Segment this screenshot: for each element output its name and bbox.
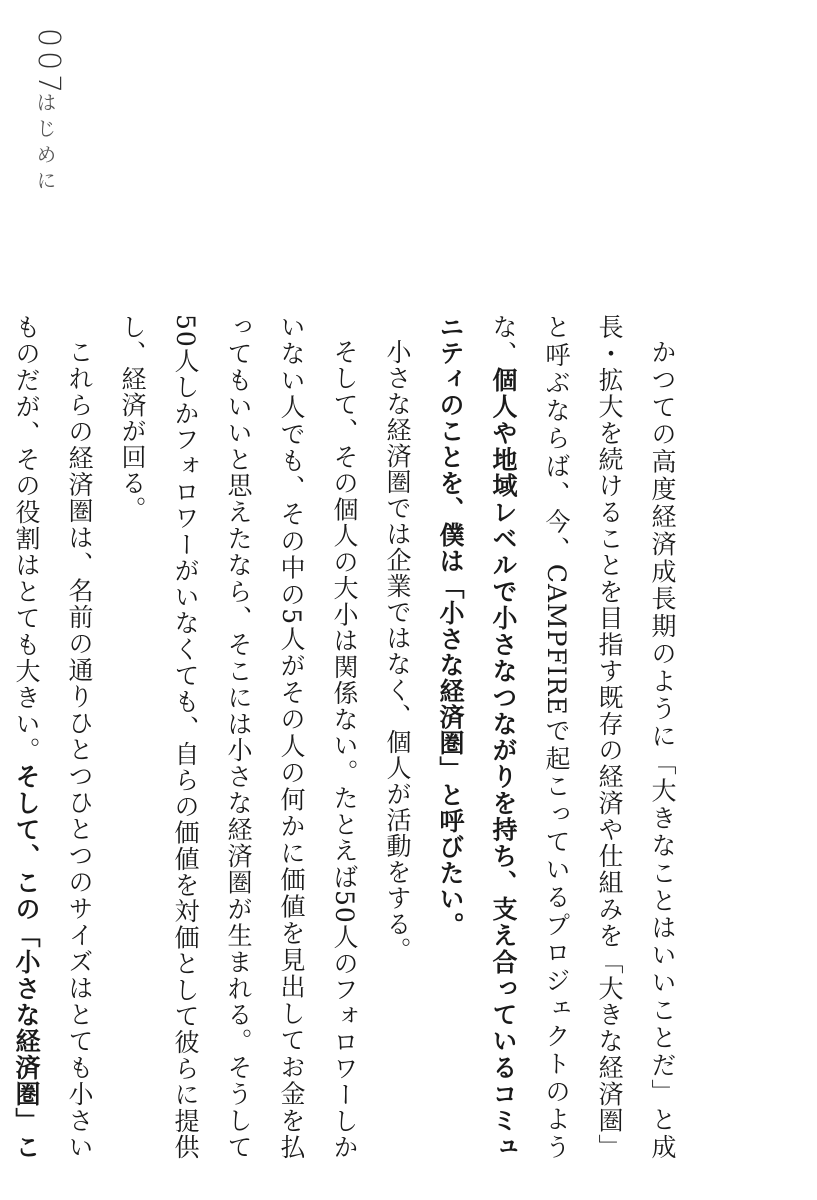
text-segment: これらの経済圏は、名前の通りひとつひとつのサイズはとても小さいものだが、その役割はとても大きい。 [12,314,94,1160]
paragraph [424,314,689,1160]
paragraph [106,314,371,1160]
text-segment: かつての高度経済成長期のように「大きなことはいいことだ」と成長・拡大を続けることを目指す既存の経済や仕組みを「大きな経済圏」と呼ぶならば、今、CAMPFIREで起こっているプロジェクトのような、 [489,314,677,1160]
paragraph [371,314,424,1160]
paragraph [0,314,106,1160]
body-text [0,314,689,1160]
running-head: はじめに [33,92,57,196]
text-segment: 小さな経済圏では企業ではなく、個人が活動をする。 [383,339,412,963]
emphasis-text: 個人や地域レベルで小さなつながりを持ち、支え合っているコミュニティのことを、僕は「小さな経済圏」と呼びたい。 [436,314,518,1161]
page-number: 007 [31,28,66,98]
text-segment: そして、その個人の大小は関係ない。たとえば50人のフォロワーしかいない人でも、その中の5人がその人の何かに価値を見出してお金を払ってもいいと思えたなら、そこには小さな経済圏が生まれる。そうして50人しかフォロワーがいなくても、自らの価値を対価として彼らに提供し、経済が回る。 [118,314,359,1160]
emphasis-text: そして、この「小さな経済圏」こ [12,763,41,1161]
